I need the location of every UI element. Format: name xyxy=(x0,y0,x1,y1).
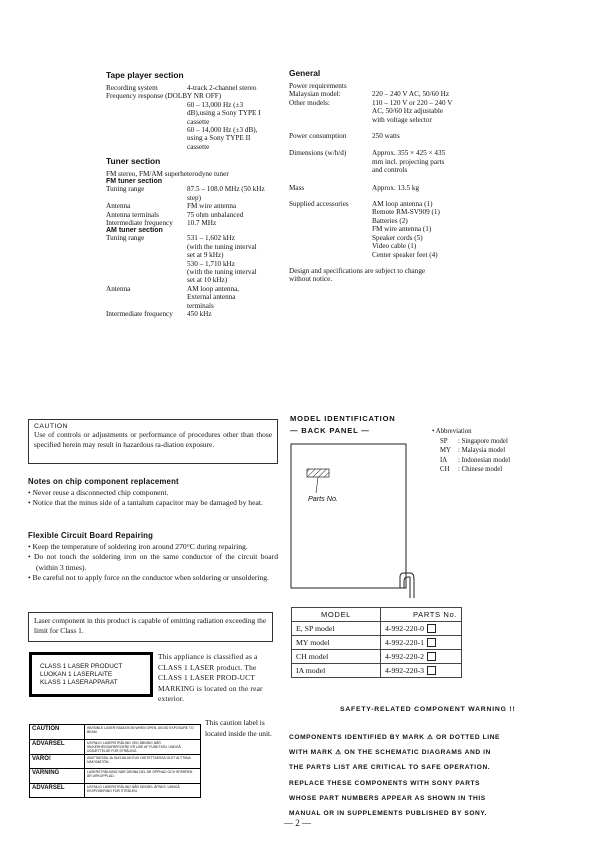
general-section-title: General xyxy=(289,68,321,78)
abbreviation-item: MY : Malaysia model xyxy=(440,447,506,455)
general-section xyxy=(289,68,489,284)
checkbox-icon xyxy=(427,638,436,647)
column-header: MODEL xyxy=(292,608,381,622)
spec-row: Tuning range 531 – 1,602 kHz (with the tuning interval set at 9 kHz) 530 – 1,710 kHz (with the tuning interval set at 10 kHz) xyxy=(106,234,257,285)
laser-notice-box xyxy=(28,612,273,642)
caution-text: Use of controls or adjustments or performance of procedures other than those specified herein may result in hazardous ra-diation exposure. xyxy=(34,430,272,449)
spec-row: Supplied accessories AM loop antenna (1) Remote RM-SV909 (1) Batteries (2) FM wire antenna (1) Speaker cords (5) Video cable (1) Center speaker feet (4) xyxy=(289,200,440,259)
class1-line: LUOKAN 1 LASERLAITE xyxy=(40,670,113,678)
class1-label xyxy=(29,652,153,697)
table-row xyxy=(292,622,462,636)
safety-text: COMPONENTS IDENTIFIED BY MARK ⚠ OR DOTTED LINE WITH MARK ⚠ ON THE SCHEMATIC DIAGRAMS AND IN THE PARTS LIST ARE CRITICAL TO SAFE OPERATION. REPLACE THESE COMPONENTS WITH SONY PARTS WHOSE PART NUMBERS APPEAR AS SHOWN IN THIS MANUAL OR IN SUPPLEMENTS PUBLISHED BY SONY. xyxy=(289,734,501,818)
spec-row: Intermediate frequency 450 kHz xyxy=(106,310,212,319)
spec-row: Antenna AM loop antenna, External antenna terminals xyxy=(106,284,240,310)
spec-row: Power requirements Malaysian model: 220 – 240 V AC, 50/60 Hz xyxy=(289,82,450,99)
spec-row: Dimensions (w/h/d) Approx. 355 × 425 × 435 mm incl. projecting parts and controls xyxy=(289,149,446,175)
fcb-list xyxy=(28,542,278,584)
spec-row: Frequency response (DOLBY NR OFF) xyxy=(106,92,222,101)
list-item: • Never reuse a disconnected chip component. xyxy=(28,488,169,497)
freq-response-values: 60 – 13,000 Hz (±3 dB),using a Sony TYPE I cassette 60 – 14,000 Hz (±3 dB), using a Sony TYPE II cassette xyxy=(187,100,261,151)
caution-label-row: VARNING LASERSTRÅLNING NÄR DENNA DEL ÄR ÖPPNAD OCH SPÄRREN ÄR URKOPPLAD. xyxy=(30,769,200,784)
model-cell: E, SP model xyxy=(292,622,381,636)
laser-notice-text: Laser component in this product is capable of emitting radiation exceeding the limit for Class 1. xyxy=(34,616,267,635)
table-row xyxy=(292,636,462,650)
fcb-title: Flexible Circuit Board Repairing xyxy=(28,531,154,540)
caution-label-row: ADVARSEL USYNLIG LASERSTRÅLING NÅR DEKSEL ÅPNES. UNNGÅ EKSPONERING FOR STRÅLEN. xyxy=(30,784,200,798)
tuner-section xyxy=(106,156,276,319)
tape-section-title: Tape player section xyxy=(106,70,184,80)
table-row xyxy=(292,664,462,678)
part-cell: 4-992-220-1 xyxy=(381,636,462,650)
model-parts-table xyxy=(291,607,462,678)
checkbox-icon xyxy=(427,666,436,675)
list-item: • Be careful not to apply force on the conductor when soldering or unsoldering. xyxy=(28,573,269,583)
fm-tuner-title: FM tuner section xyxy=(106,178,163,186)
caution-title: CAUTION xyxy=(34,423,69,430)
part-cell: 4-992-220-0 xyxy=(381,622,462,636)
caution-label-description: This caution label is located inside the unit. xyxy=(205,718,272,738)
class1-line: KLASS 1 LASERAPPARAT xyxy=(40,678,118,686)
caution-label-row: ADVARSEL USYNLIG LASERSTRÅLING VED ÅBNING NÅR SIKKERHEDSAFBRYDERE ER UDE AF FUNKTION. UNDGÅ UDSÆTTELSE FOR STRÅLING. xyxy=(30,740,200,755)
model-cell: IA model xyxy=(292,664,381,678)
model-cell: MY model xyxy=(292,636,381,650)
abbreviation-block xyxy=(432,427,510,475)
chip-notes-title: Notes on chip component replacement xyxy=(28,477,179,486)
caution-label-row: VARO! AVATTAESSA JA SUOJALUKITUS OHITETTAESSA OLET ALTTIINA NÄKYMÄTÖN. xyxy=(30,755,200,770)
part-cell: 4-992-220-2 xyxy=(381,650,462,664)
back-panel-svg xyxy=(290,443,420,601)
model-id-title: MODEL IDENTIFICATION xyxy=(290,414,396,423)
spec-row: Recording system 4-track 2-channel stereo xyxy=(106,84,257,92)
class1-line: CLASS 1 LASER PRODUCT xyxy=(40,662,123,670)
spec-row: Mass Approx. 13.5 kg xyxy=(289,183,420,192)
spec-row: Intermediate frequency 10.7 MHz xyxy=(106,219,217,228)
am-tuner-title: AM tuner section xyxy=(106,227,163,235)
model-id-subtitle: — BACK PANEL — xyxy=(290,426,370,435)
checkbox-icon xyxy=(427,652,436,661)
list-item: • Do not touch the soldering iron on the same conductor of the circuit board (within 3 times). xyxy=(28,552,278,572)
caution-label xyxy=(29,724,201,798)
class1-description: This appliance is classified as a CLASS 1 LASER product. The CLASS 1 LASER PROD-UCT MARKING is located on the rear exterior. xyxy=(158,652,263,704)
tape-section xyxy=(106,70,276,151)
fcb-notes xyxy=(28,531,278,584)
model-cell: CH model xyxy=(292,650,381,664)
chip-notes xyxy=(28,477,278,509)
part-cell: 4-992-220-3 xyxy=(381,664,462,678)
table-row xyxy=(292,650,462,664)
back-panel-diagram xyxy=(290,443,420,601)
list-item: • Notice that the minus side of a tantalum capacitor may be damaged by heat. xyxy=(28,498,263,508)
parts-no-callout: Parts No. xyxy=(308,494,338,503)
caution-box xyxy=(28,419,278,464)
abbreviation-item: CH : Chinese model xyxy=(440,466,503,474)
spec-row: Power consumption 250 watts xyxy=(289,132,400,141)
tuner-intro: FM stereo, FM/AM superheterodyne tuner xyxy=(106,170,229,178)
safety-title: SAFETY-RELATED COMPONENT WARNING !! xyxy=(340,706,516,713)
spec-notice: Design and specifications are subject to change without notice. xyxy=(289,266,426,284)
abbreviation-title: • Abbreviation xyxy=(432,428,472,435)
page-number: — 2 — xyxy=(284,818,311,828)
table-header-row xyxy=(292,608,462,622)
spec-row: Antenna terminals 75 ohm unbalanced xyxy=(106,210,244,219)
abbreviation-item: SP : Singapore model xyxy=(440,437,508,445)
list-item: • Keep the temperature of soldering iron around 270°C during repairing. xyxy=(28,542,248,551)
spec-row: Antenna FM wire antenna xyxy=(106,202,237,211)
chip-notes-list xyxy=(28,488,278,509)
spec-row: Other models: 110 – 120 V or 220 – 240 V AC, 50/60 Hz adjustable with voltage selector xyxy=(289,98,453,124)
caution-label-row: CAUTION INVISIBLE LASER RADIATION WHEN OPEN. AVOID EXPOSURE TO BEAM. xyxy=(30,725,200,740)
checkbox-icon xyxy=(427,624,436,633)
column-header: PARTS No. xyxy=(381,608,462,622)
tuner-section-title: Tuner section xyxy=(106,156,161,166)
abbreviation-item: IA : Indonesian model xyxy=(440,456,511,464)
spec-row: Tuning range 87.5 – 108.0 MHz (50 kHz step) xyxy=(106,185,265,202)
